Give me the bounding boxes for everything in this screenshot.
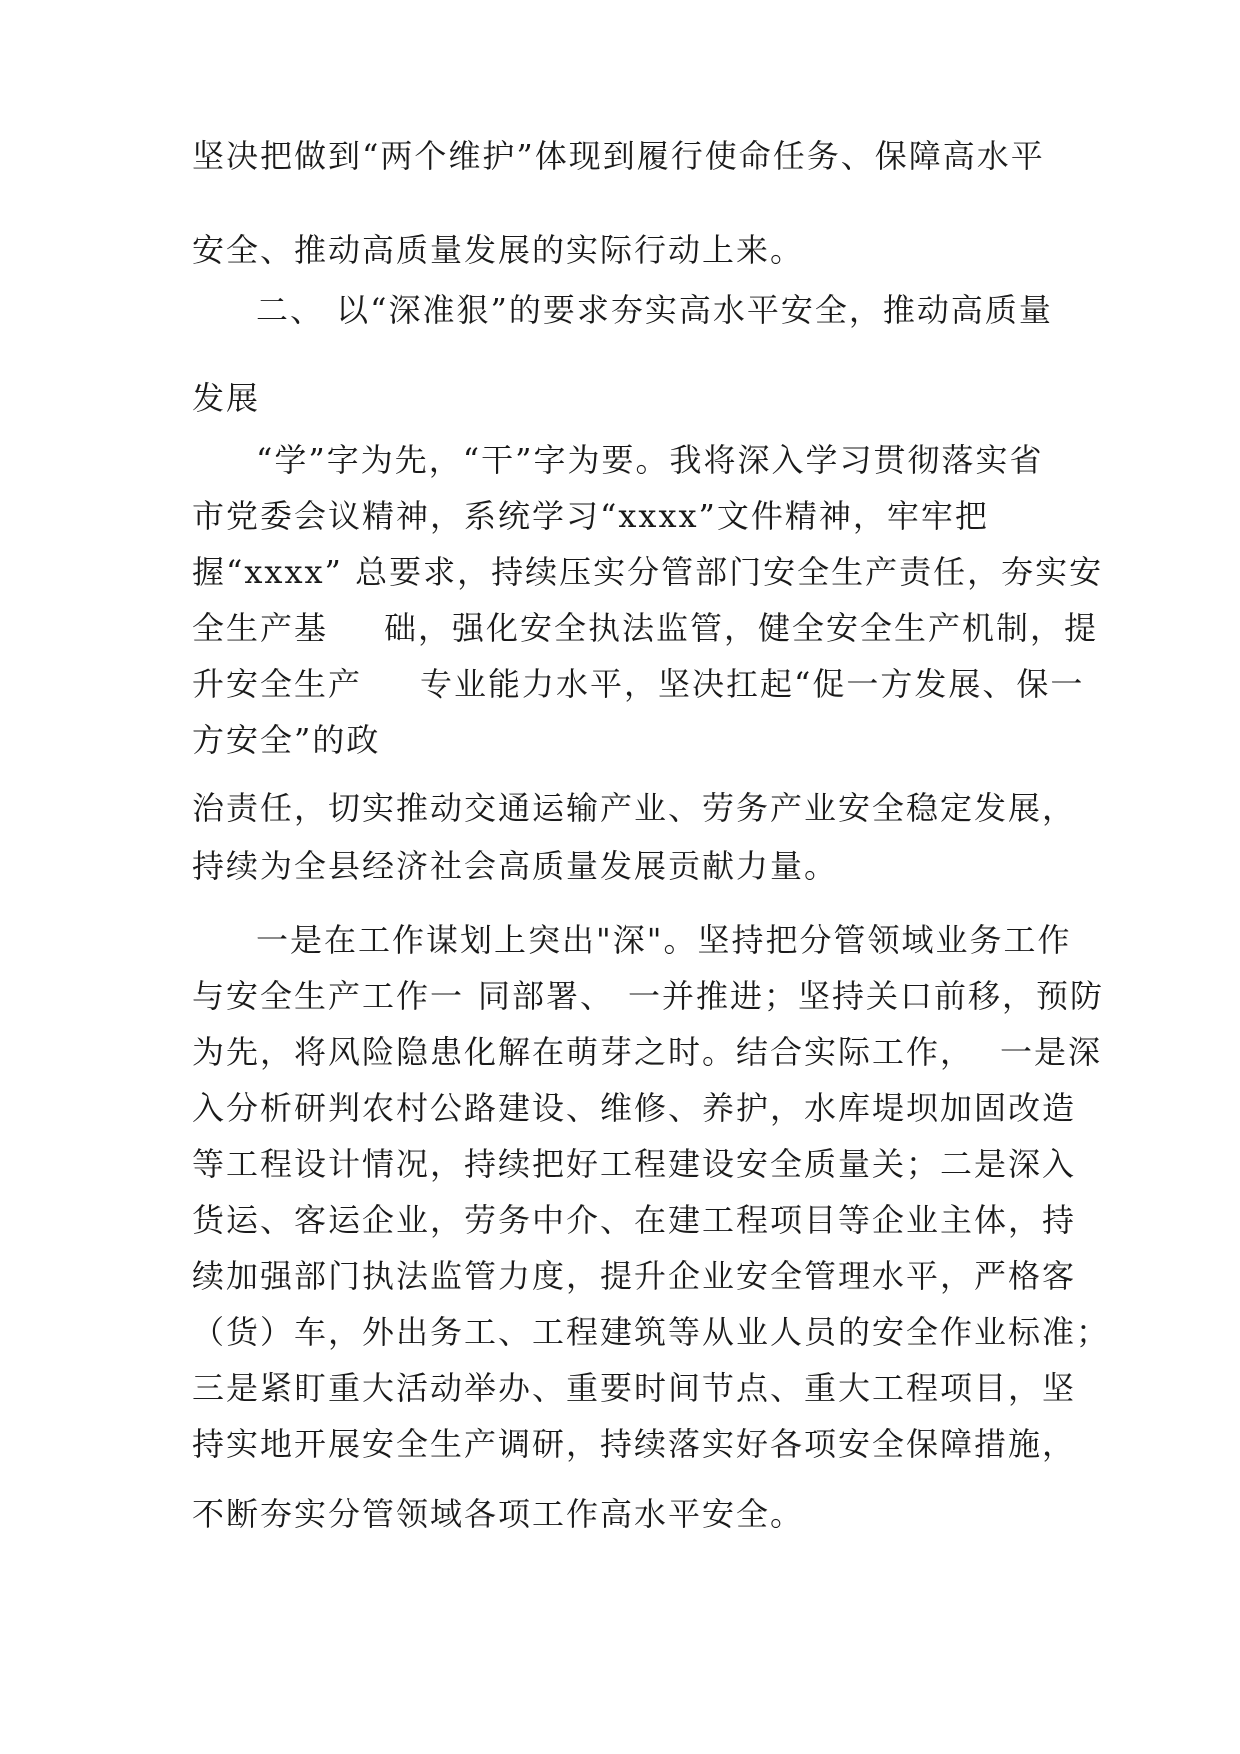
text-fragment-8a: 全生产基 [192,609,329,647]
text-line-16: 入分析研判农村公路建设、维修、养护，水库堤坝加固改造 [192,1089,1077,1127]
text-line-9 [192,664,1084,704]
text-line-12: 持续为全县经济社会高质量发展贡献力量。 [192,847,839,885]
text-fragment-8b: 础，强化安全执法监管，健全安全生产机制，提 [384,609,1099,647]
section-heading-2-cont: 发展 [192,379,261,417]
text-line-23: 不断夯实分管领域各项工作高水平安全。 [192,1495,805,1533]
text-line-15 [192,1032,1102,1072]
text-fragment-14b: 同部署、 [478,977,615,1015]
text-line-8 [192,608,1098,648]
text-line-17: 等工程设计情况，持续把好工程建设安全质量关；二是深入 [192,1145,1077,1183]
text-line-21: 三是紧盯重大活动举办、重要时间节点、重大工程项目，坚 [192,1369,1077,1407]
text-line-14 [192,976,1104,1016]
text-line-6: 市党委会议精神，系统学习“xxxx”文件精神，牢牢把 [192,497,989,535]
text-line-7: 握“xxxx” 总要求，持续压实分管部门安全生产责任，夯实安 [192,553,1104,591]
text-line-20: （货）车，外出务工、工程建筑等从业人员的安全作业标准； [192,1313,1111,1351]
text-fragment-14c: 一并推进；坚持关口前移，预防 [628,977,1105,1015]
text-fragment-15a: 为先，将风险隐患化解在萌芽之时。结合实际工作， [192,1033,975,1071]
text-line-2: 安全、推动高质量发展的实际行动上来。 [192,231,805,269]
text-line-22: 持实地开展安全生产调研，持续落实好各项安全保障措施， [192,1425,1077,1463]
text-line-19: 续加强部门执法监管力度，提升企业安全管理水平，严格客 [192,1257,1077,1295]
text-fragment-9a: 升安全生产 [192,665,363,703]
text-fragment-14a: 与安全生产工作一 [192,977,465,1015]
text-fragment-15b: 一是深 [1000,1033,1103,1071]
text-line-18: 货运、客运企业，劳务中介、在建工程项目等企业主体，持 [192,1201,1077,1239]
text-line-1: 坚决把做到“两个维护”体现到履行使命任务、保障高水平 [192,137,1045,175]
text-line-5: “学”字为先，“干”字为要。我将深入学习贯彻落实省 [256,441,1044,479]
text-line-10: 方安全”的政 [192,721,381,759]
section-heading-2: 二、 以“深准狠”的要求夯实高水平安全，推动高质量 [256,291,1053,329]
text-fragment-9b: 专业能力水平，坚决扛起“促一方发展、保一 [420,665,1085,703]
text-line-11: 治责任，切实推动交通运输产业、劳务产业安全稳定发展， [192,789,1077,827]
text-line-13: 一是在工作谋划上突出"深"。坚持把分管领域业务工作 [256,921,1072,959]
